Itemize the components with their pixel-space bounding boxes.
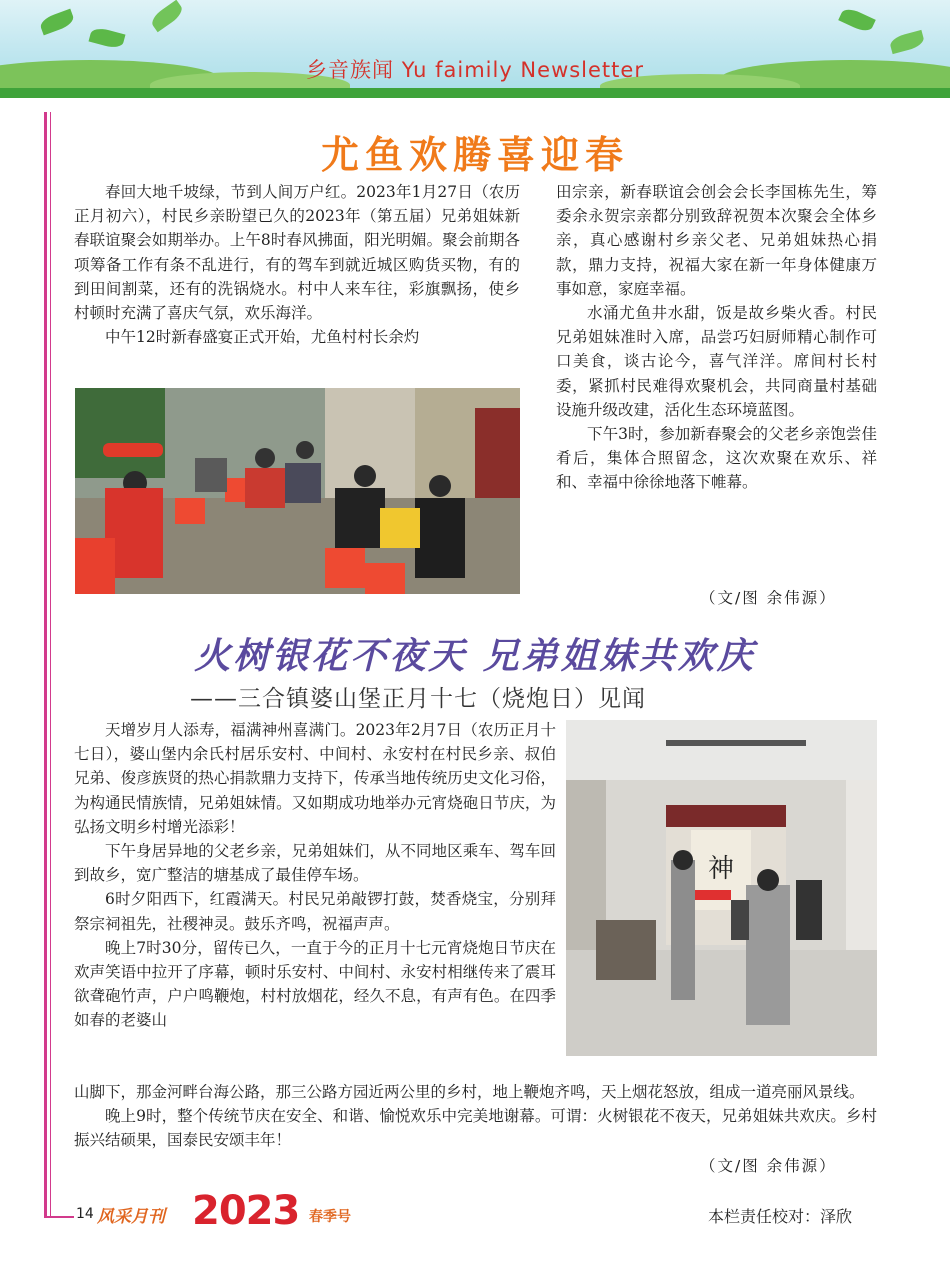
paragraph: 中午12时新春盛宴正式开始，尤鱼村村长余灼: [105, 328, 420, 347]
article2-wide-column: [74, 1080, 877, 1153]
leaf-icon: [838, 6, 876, 35]
article1-left-column: [74, 180, 520, 349]
banquet-photo-illustration: [75, 388, 520, 594]
paragraph: 晚上7时30分，留传已久，一直于今的正月十七元宵烧炮日节庆在欢声笑语中拉开了序幕，顿时乐安村、中间村、永安村相继传来了震耳欲聋砲竹声，户户鸣鞭炮，村村放烟花，经久不息，有声有色。在四季如春的老婆山: [74, 938, 556, 1030]
header-stripe: [0, 88, 950, 98]
leaf-icon: [89, 26, 126, 50]
paragraph: 田宗亲，新春联谊会创会会长李国栋先生，筹委余永贺宗亲都分别致辞祝贺本次聚会全体乡亲，真心感谢村乡亲父老、兄弟姐妹热心捐款，鼎力支持，祝福大家在新一年身体健康万事如意，家庭幸福。: [556, 183, 877, 298]
paragraph: 6时夕阳西下，红霞满天。村民兄弟敲锣打鼓，焚香烧宝，分别拜祭宗祠祖先，社稷神灵。鼓乐齐鸣，祝福声声。: [74, 890, 556, 933]
banquet-photo: [75, 388, 520, 594]
article1-credit: （文/图 余伟源）: [700, 589, 837, 607]
magazine-season: 春季号: [309, 1209, 351, 1225]
ancestral-hall-photo: [566, 720, 877, 1056]
article2-credit: （文/图 余伟源）: [700, 1157, 837, 1175]
article2-narrow-column: [74, 718, 556, 1033]
sign-character: 神: [707, 854, 735, 884]
paragraph: 晚上9时，整个传统节庆在安全、和谐、愉悦欢乐中完美地谢幕。可谓：火树银花不夜天，兄弟姐妹共欢庆。乡村振兴结硕果，国泰民安颂丰年！: [74, 1107, 877, 1150]
article2-subtitle: ——三合镇婆山堡正月十七（烧炮日）见闻: [190, 686, 646, 712]
header-banner: [0, 0, 950, 98]
magazine-year: 2023: [192, 1188, 300, 1234]
paragraph: 水涌尤鱼井水甜，饭是故乡柴火香。村民兄弟姐妹准时入席，品尝巧妇厨师精心制作可口美食，谈古论今，喜气洋洋。席间村长村委，紧抓村民难得欢聚机会，共同商量村基础设施升级改建，活化生态环境蓝图。: [556, 304, 877, 419]
footer-rule: [44, 1216, 74, 1218]
leaf-icon: [148, 0, 185, 32]
paragraph: 山脚下，那金河畔台海公路，那三公路方园近两公里的乡村，地上鞭炮齐鸣，天上烟花怒放，组成一道亮丽风景线。: [74, 1083, 865, 1101]
page-number: 14: [76, 1206, 94, 1222]
editor-credit: 本栏责任校对：泽欣: [708, 1207, 853, 1226]
article2-title: 火树银花不夜天 兄弟姐妹共欢庆: [194, 636, 756, 677]
leaf-icon: [889, 30, 926, 54]
paragraph: 春回大地千坡绿，节到人间万户红。2023年1月27日（农历正月初六），村民乡亲盼望已久的2023年（第五届）兄弟姐妹新春联谊聚会如期举办。上午8时春风拂面，阳光明媚。聚会前期各项筹备工作有条不乱进行，有的驾车到就近城区购货买物，有的到田间割菜，还有的洗锅烧水。村中人来车往，彩旗飘扬，使乡村顿时充满了喜庆气氛，欢乐海洋。: [74, 183, 520, 323]
paragraph: 下午3时，参加新春聚会的父老乡亲饱尝佳肴后，集体合照留念，这次欢聚在欢乐、祥和、幸福中徐徐地落下帷幕。: [556, 425, 877, 492]
article1-title: 尤鱼欢腾喜迎春: [320, 133, 629, 177]
paragraph: 天增岁月人添寿，福满神州喜满门。2023年2月7日（农历正月十七日），婆山堡内余氏村居乐安村、中间村、永安村在村民乡亲、叔伯兄弟、俊彦族贤的热心捐款鼎力支持下，传承当地传统历史文化习俗，为构通民情族情，兄弟姐妹情。又如期成功地举办元宵烧砲日节庆，为弘扬文明乡村增光添彩！: [74, 721, 556, 836]
ancestral-hall-photo-illustration: [566, 720, 877, 1056]
leaf-icon: [38, 9, 75, 36]
article1-right-column: [556, 180, 877, 495]
magazine-name: 风采月刊: [97, 1207, 165, 1227]
header-title: 乡音族闻 Yu faimily Newsletter: [306, 58, 644, 82]
paragraph: 下午身居异地的父老乡亲，兄弟姐妹们，从不同地区乘车、驾车回到故乡，宽广整洁的塘基成了最佳停车场。: [74, 842, 556, 885]
